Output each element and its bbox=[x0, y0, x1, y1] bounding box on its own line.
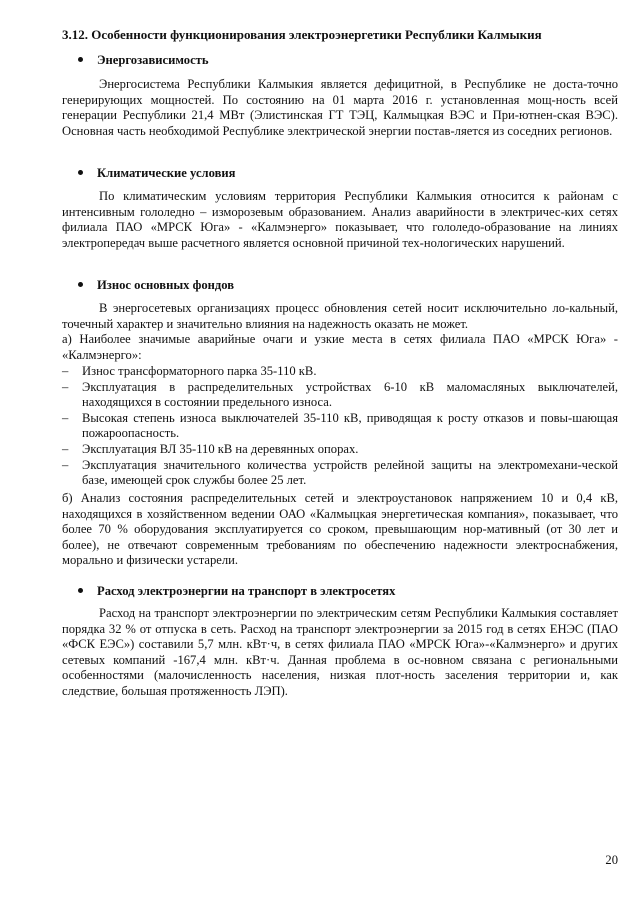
bullet-dot-icon bbox=[78, 588, 83, 593]
paragraph-wear: В энергосетевых организациях процесс обновления сетей носит исключительно ло-кальный, точечный характер и значительно влияния на надежность оказать не может. bbox=[62, 301, 618, 331]
bullet-title: Энергозависимость bbox=[97, 53, 209, 67]
bullet-heading-transport-losses bbox=[78, 583, 618, 599]
wear-dash-list bbox=[62, 364, 618, 489]
dash-marker: – bbox=[62, 364, 69, 378]
page-number: 20 bbox=[605, 853, 618, 867]
paragraph-energy-dependence: Энергосистема Республики Калмыкия является дефицитной, в Республике не доста-точно генерирующих мощностей. По состоянию на 01 марта 2016 г. установленная мощ-ность всей генерации Республики 21,4 МВт (Элистинская ГТ ТЭЦ, Калмыцкая ВЭС и При-ютнен-ская ВЭС). Основная часть необходимой Республике электрической энергии постав-ляется из соседних регионов. bbox=[62, 77, 618, 138]
paragraph-item-b: б) Анализ состояния распределительных сетей и электроустановок напряжением 10 и 0,4 кВ, находящихся в хозяйственном ведении ОАО «Калмыцкая энергетическая компания», показывает, что более 70 % оборудования эксплуатируется со сроком, превышающим нор-мативный (от 30 лет и более), не отвечают современным требованиям по обеспечению надежности электроснабжения, морально и физически устарели. bbox=[62, 491, 618, 568]
dash-marker: – bbox=[62, 441, 69, 456]
bullet-dot-icon bbox=[78, 170, 83, 175]
paragraph-item-a: а) Наиболее значимые аварийные очаги и узкие места в сетях филиала ПАО «МРСК Юга» - «Калмэнерго»: bbox=[62, 332, 618, 362]
bullet-dot-icon bbox=[78, 282, 83, 287]
list-item: – Эксплуатация ВЛ 35-110 кВ на деревянных опорах. bbox=[62, 441, 359, 456]
bullet-heading-energy-dependence bbox=[78, 52, 618, 68]
list-item: – Эксплуатация значительного количества устройств релейной защиты на электромехани-ческой базе, имеющей срок службы более 25 лет. bbox=[62, 457, 618, 488]
list-item: – Эксплуатация в распределительных устройствах 6-10 кВ маломасляных выключателей, находящихся в состоянии предельного износа. bbox=[62, 379, 618, 410]
section-heading: 3.12. Особенности функционирования электроэнергетики Республики Калмыкия bbox=[62, 27, 542, 42]
list-item: – Износ трансформаторного парка 35-110 кВ. bbox=[62, 364, 317, 378]
bullet-title: Износ основных фондов bbox=[97, 278, 235, 292]
dash-marker: – bbox=[62, 457, 69, 472]
paragraph-climate: По климатическим условиям территория Республики Калмыкия относится к районам с интенсивным гололедно – изморозевым образованием. Анализ аварийности в электричес-ких сетях филиала ПАО «МРСК Юга» - «Калмэнерго» показывает, что гололедо-образование на линиях электропередач выше расчетного является основной причиной тех-нологических нарушений. bbox=[62, 189, 618, 250]
bullet-dot-icon bbox=[78, 57, 83, 62]
paragraph-transport-losses: Расход на транспорт электроэнергии по электрическим сетям Республики Калмыкия составляет порядка 32 % от отпуска в сеть. Расход на транспорт электроэнергии за 2015 год в сетях ЕНЭС (ПАО «ФСК ЕЭС») составили 5,7 млн. кВт·ч, в сетях филиала ПАО «МРСК Юга»-«Калмэнерго» и других сетевых компаний -167,4 млн. кВт·ч. Данная проблема в ос-новном связана с региональными особенностями (малочисленность населения, низкая плот-ность заселения территории и, как следствие, большая протяженность ЛЭП). bbox=[62, 606, 618, 698]
dash-marker: – bbox=[62, 379, 69, 394]
list-item: – Высокая степень износа выключателей 35-110 кВ, приводящая к росту отказов и повы-шающая пожароопасность. bbox=[62, 410, 618, 441]
dash-marker: – bbox=[62, 410, 69, 425]
bullet-title: Расход электроэнергии на транспорт в электросетях bbox=[97, 584, 396, 598]
bullet-heading-climate bbox=[78, 165, 618, 181]
bullet-heading-wear bbox=[78, 277, 618, 293]
bullet-title: Климатические условия bbox=[97, 166, 236, 180]
